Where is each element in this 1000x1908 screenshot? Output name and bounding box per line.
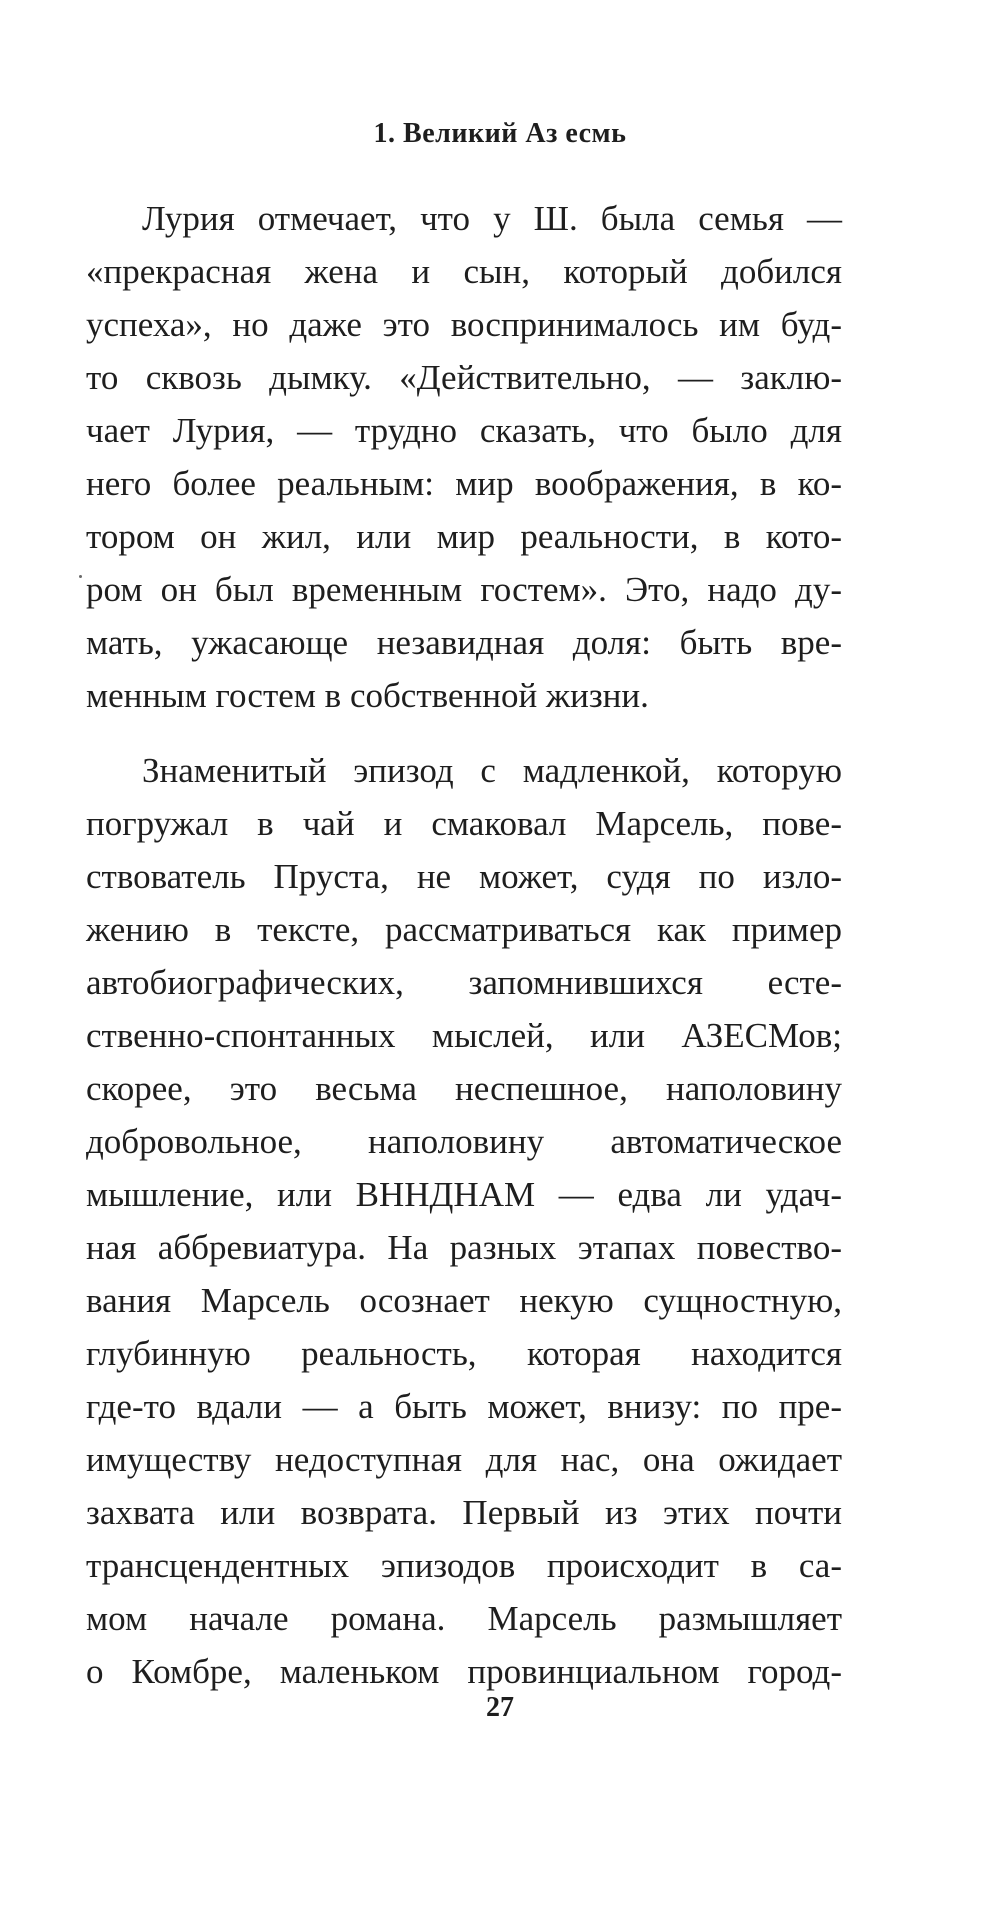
text-line: Лурия отмечает, что у Ш. была семья — — [142, 199, 842, 238]
running-head: 1. Великий Аз есмь — [373, 118, 627, 149]
text-line: ная аббревиатура. На разных этапах повество- — [86, 1228, 842, 1267]
text-line: Знаменитый эпизод с мадленкой, которую — [142, 751, 842, 790]
text-line: менным гостем в собственной жизни. — [86, 676, 649, 715]
text-line: него более реальным: мир воображения, в ко- — [86, 464, 842, 503]
text-line: жению в тексте, рассматриваться как пример — [86, 910, 842, 949]
text-line: успеха», но даже это воспринималось им буд- — [86, 305, 842, 344]
text-line: ствователь Пруста, не может, судя по изло- — [86, 857, 842, 896]
paragraph-2 — [86, 744, 842, 1698]
text-line: мышление, или ВННДНАМ — едва ли удач- — [86, 1175, 842, 1214]
text-line: мать, ужасающе незавидная доля: быть вре- — [86, 623, 842, 662]
text-line: мом начале романа. Марсель размышляет — [86, 1599, 842, 1638]
text-line: о Комбре, маленьком провинциальном город- — [86, 1652, 842, 1691]
text-line: то сквозь дымку. «Действительно, — заклю- — [86, 358, 842, 397]
text-line: автобиографических, запомнившихся есте- — [86, 963, 842, 1002]
text-line: тором он жил, или мир реальности, в кото- — [86, 517, 842, 556]
text-line: добровольное, наполовину автоматическое — [86, 1122, 842, 1161]
text-line: имуществу недоступная для нас, она ожидает — [86, 1440, 842, 1479]
text-line: скорее, это весьма неспешное, наполовину — [86, 1069, 842, 1108]
text-line: глубинную реальность, которая находится — [86, 1334, 842, 1373]
text-line: вания Марсель осознает некую сущностную, — [86, 1281, 842, 1320]
text-line: трансцендентных эпизодов происходит в са- — [86, 1546, 842, 1585]
text-line: ственно-спонтанных мыслей, или АЗЕСМов; — [86, 1016, 842, 1055]
text-line: ром он был временным гостем». Это, надо ду- — [86, 570, 842, 609]
page-number: 27 — [486, 1692, 514, 1723]
margin-mark — [79, 575, 82, 578]
text-line: «прекрасная жена и сын, который добился — [86, 252, 842, 291]
paragraph-1 — [86, 192, 842, 722]
text-line: где-то вдали — а быть может, внизу: по пре- — [86, 1387, 842, 1426]
text-line: чает Лурия, — трудно сказать, что было для — [86, 411, 842, 450]
text-line: погружал в чай и смаковал Марсель, пове- — [86, 804, 842, 843]
text-line: захвата или возврата. Первый из этих почти — [86, 1493, 842, 1532]
